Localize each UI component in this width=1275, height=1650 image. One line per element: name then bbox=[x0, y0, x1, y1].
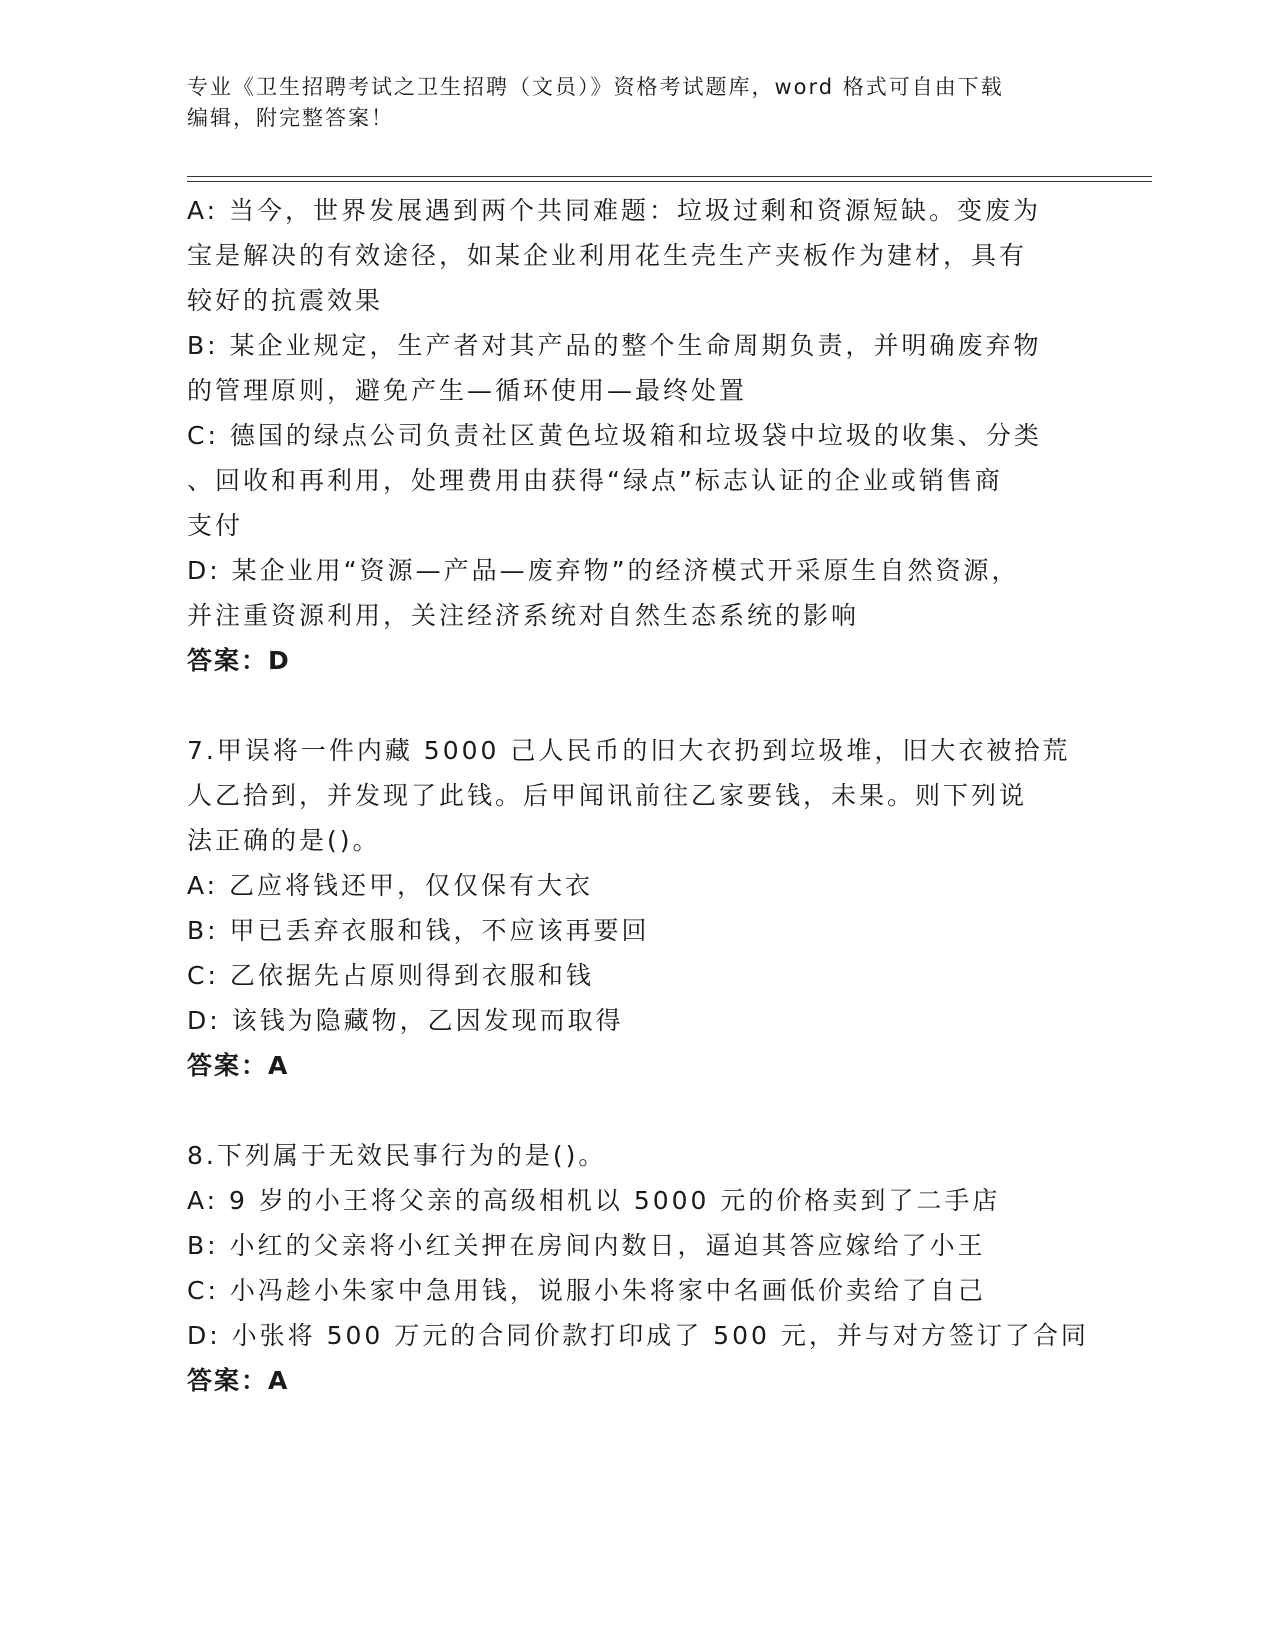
spacer bbox=[187, 1088, 1077, 1133]
question-6 bbox=[187, 188, 1077, 683]
option-line: 宝是解决的有效途径，如某企业利用花生壳生产夹板作为建材，具有 bbox=[187, 241, 1028, 270]
option-a bbox=[187, 188, 1077, 323]
header-line: 专业《卫生招聘考试之卫生招聘（文员）》资格考试题库，word 格式可自由下载 bbox=[187, 75, 1004, 99]
answer-label: 答案：A bbox=[187, 1051, 290, 1080]
answer-label: 答案：D bbox=[187, 646, 291, 675]
option-b: B: 甲已丢弃衣服和钱，不应该再要回 bbox=[187, 916, 650, 945]
header-divider bbox=[187, 181, 1152, 182]
option-line: 支付 bbox=[187, 511, 244, 540]
option-b bbox=[187, 323, 1077, 413]
option-line: C: 德国的绿点公司负责社区黄色垃圾箱和垃圾袋中垃圾的收集、分类 bbox=[187, 421, 1042, 450]
option-line: D: 某企业用“资源—产品—废弃物”的经济模式开采原生自然资源， bbox=[187, 556, 1020, 585]
option-line: A: 当今，世界发展遇到两个共同难题：垃圾过剩和资源短缺。变废为 bbox=[187, 196, 1042, 225]
question-content bbox=[187, 188, 1089, 1403]
option-d: D: 小张将 500 万元的合同价款打印成了 500 元，并与对方签订了合同 bbox=[187, 1321, 1089, 1350]
question-8 bbox=[187, 1133, 1089, 1403]
header-divider bbox=[187, 176, 1152, 177]
question-text: 8.下列属于无效民事行为的是()。 bbox=[187, 1141, 607, 1170]
option-c: C: 乙依据先占原则得到衣服和钱 bbox=[187, 961, 594, 990]
document-header bbox=[187, 72, 1067, 134]
question-7 bbox=[187, 728, 1077, 1088]
option-a: A: 乙应将钱还甲，仅仅保有大衣 bbox=[187, 871, 594, 900]
spacer bbox=[187, 683, 1077, 728]
header-line: 编辑，附完整答案！ bbox=[187, 106, 394, 130]
option-d: D: 该钱为隐藏物，乙因发现而取得 bbox=[187, 1006, 624, 1035]
option-line: 、回收和再利用，处理费用由获得“绿点”标志认证的企业或销售商 bbox=[187, 466, 1003, 495]
question-text: 7.甲误将一件内藏 5000 己人民币的旧大衣扔到垃圾堆，旧大衣被拾荒 bbox=[187, 736, 1071, 765]
option-line: 的管理原则，避免产生—循环使用—最终处置 bbox=[187, 376, 748, 405]
option-line: 较好的抗震效果 bbox=[187, 286, 384, 315]
option-b: B: 小红的父亲将小红关押在房间内数日，逼迫其答应嫁给了小王 bbox=[187, 1231, 986, 1260]
option-a: A: 9 岁的小王将父亲的高级相机以 5000 元的价格卖到了二手店 bbox=[187, 1186, 1001, 1215]
option-line: 并注重资源利用，关注经济系统对自然生态系统的影响 bbox=[187, 601, 860, 630]
option-c bbox=[187, 413, 1077, 548]
question-text: 人乙拾到，并发现了此钱。后甲闻讯前往乙家要钱，未果。则下列说 bbox=[187, 781, 1028, 810]
option-c: C: 小冯趁小朱家中急用钱，说服小朱将家中名画低价卖给了自己 bbox=[187, 1276, 986, 1305]
answer-label: 答案：A bbox=[187, 1366, 290, 1395]
option-d bbox=[187, 548, 1077, 638]
question-text: 法正确的是()。 bbox=[187, 826, 381, 855]
option-line: B: 某企业规定，生产者对其产品的整个生命周期负责，并明确废弃物 bbox=[187, 331, 1042, 360]
